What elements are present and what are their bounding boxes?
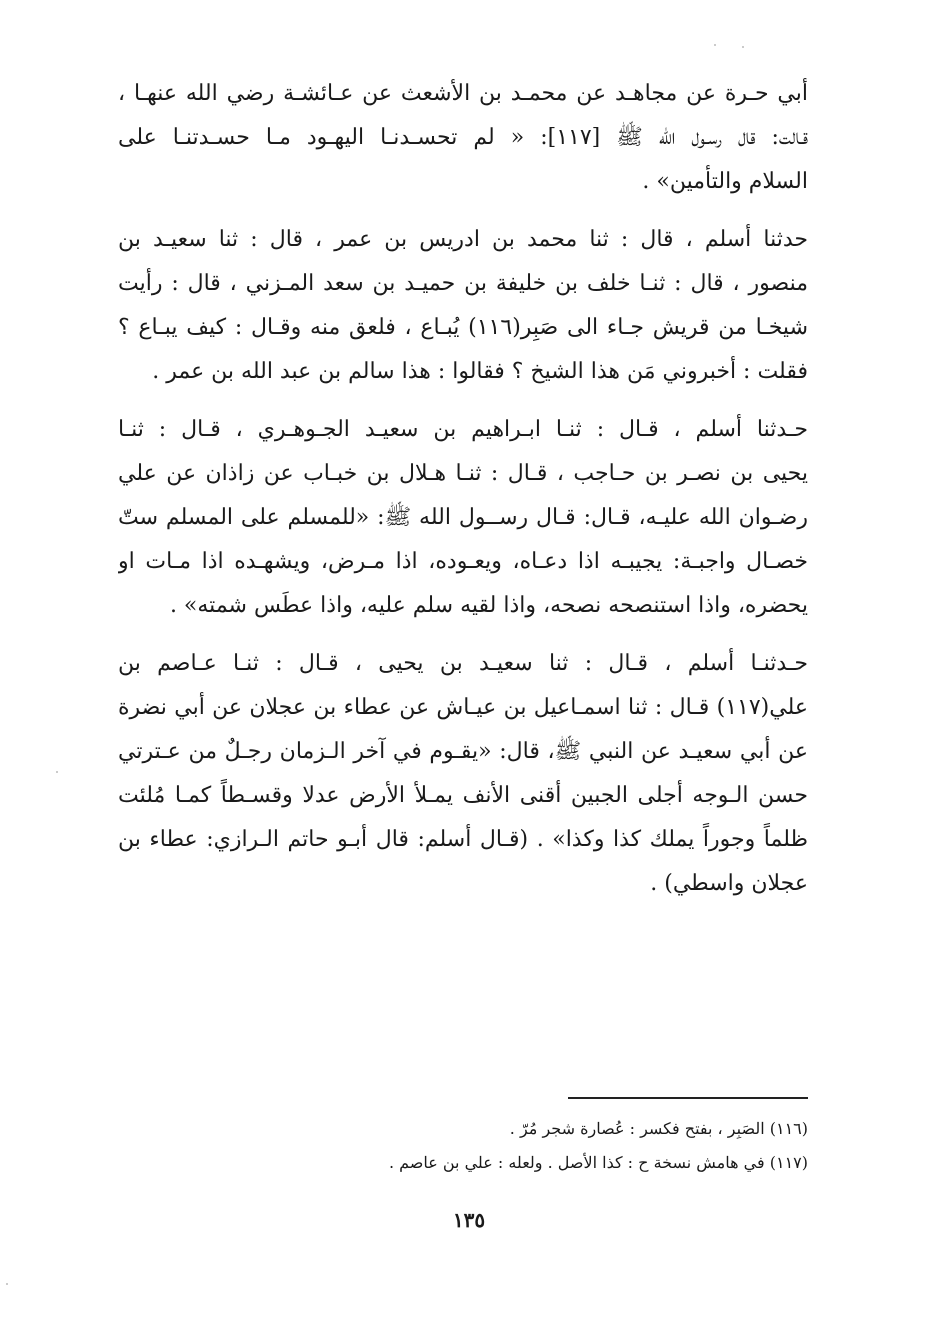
text-line: رضـوان الله عليـه، قـال: قـال رســول الله ﷺ: «للمسلم على المسلم ستّ [118,505,808,530]
text-line: خصـال واجبـة: يجيبـه اذا دعـاه، ويعـوده، اذا مـرض، ويشهـده اذا مـات او [118,549,808,574]
scan-speck [6,1283,8,1285]
text-line: حسن الـوجه أجلى الجبين أقنى الأنف يمـلأ الأرض عدلا وقسـطاً كمـا مُلئت [118,783,808,808]
paragraph-1 [118,72,808,204]
page-number: ١٣٥ [452,1208,486,1232]
scan-speck [56,771,58,773]
scan-speck [742,46,744,48]
paragraph-3 [118,408,808,628]
footnote-separator [568,1097,808,1099]
text-line: عجلان واسطي) . [650,871,808,896]
text-line: شيخـا من قريش جـاء الى صَبِر(١١٦) يُبـاع ، فلعق منه وقـال : كيف يبـاع ؟ [118,315,808,340]
text-line: قـالت: قال رسـول الله ﷺ [١١٧]: « لم تحسـدنـا اليهـود مـا حسـدتنـا على [118,125,808,150]
text-line: منصور ، قال : ثنـا خلف بن خليفة بن حميـد بن سعد المـزني ، قال : رأيت [118,271,808,296]
text-line: السلام والتأمين» . [642,169,808,194]
text-line: يحيى بن نصـر بن حـاجب ، قـال : ثنـا هـلال بن خبـاب عن زاذان عن علي [118,461,808,486]
footnotes [300,1112,808,1180]
text-line: ظلماً وجوراً يملك كذا وكذا» . (قـال أسلم: قال أبـو حاتم الـرازي: عطاء بن [118,827,808,852]
paragraph-4 [118,642,808,906]
text-line: أبي حـرة عن مجاهـد عن محمـد بن الأشعث عن عـائشـة رضي الله عنهـا ، [118,81,808,106]
paragraph-2 [118,218,808,394]
text-line: يحضره، واذا استنصحه نصحه، واذا لقيه سلم عليه، واذا عطَس شمته» . [169,593,808,618]
main-text [118,72,808,920]
text-line: حـدثنـا أسلم ، قـال : ثنا سعيـد بن يحيى ، قـال : ثنـا عـاصم بن [118,651,808,676]
text-line: علي(١١٧) قـال : ثنا اسمـاعيل بن عيـاش عن عطاء بن عجلان عن أبي نضرة [118,695,808,720]
footnote-116: (١١٦) الصَبِر ، بفتح فكسر : عُصارة شجر مُرّ . [509,1119,808,1138]
scan-speck [714,44,716,46]
text-line: عن أبي سعيـد عن النبي ﷺ، قال: «يقـوم في آخر الـزمان رجـلٌ من عـترتي [118,739,808,764]
text-line: فقلت : أخبروني مَن هذا الشيخ ؟ فقالوا : هذا سالم بن عبد الله بن عمر . [152,359,808,384]
footnote-117: (١١٧) في هامش نسخة ح : كذا الأصل . ولعله : علي بن عاصم . [388,1153,808,1172]
text-line: حـدثنا أسلم ، قـال : ثنـا ابـراهيم بن سعيـد الجـوهـري ، قـال : ثنـا [118,417,808,442]
text-line: حدثنا أسلم ، قال : ثنا محمد بن ادريس بن عمر ، قال : ثنا سعيـد بن [118,227,808,252]
